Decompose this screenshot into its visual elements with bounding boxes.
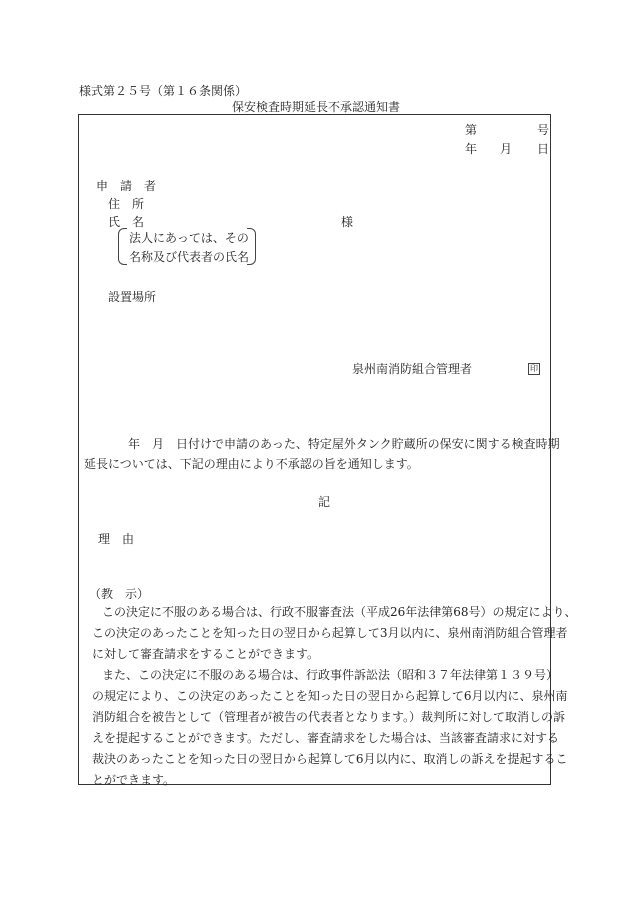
instruction-p1-line1: この決定に不服のある場合は、行政不服審査法（平成26年法律第68号）の規定により、 <box>102 605 577 619</box>
instruction-p2-line2: の規定により、この決定のあったことを知った日の翌日から起算して6月以内に、泉州南 <box>92 689 568 703</box>
instruction-p2-line1: また、この決定に不服のある場合は、行政事件訴訟法（昭和３７年法律第１３９号） <box>102 668 559 682</box>
date-day: 日 <box>537 142 550 156</box>
instruction-p2-line6: とができます。 <box>92 773 176 787</box>
issuer-name: 泉州南消防組合管理者 <box>352 362 473 376</box>
instruction-heading: （教 示） <box>89 587 150 601</box>
form-number: 様式第２５号（第１６条関係） <box>79 84 248 98</box>
body-line-1: 年 月 日付けで申請のあった、特定屋外タンク貯蔵所の保安に関する検査時期 <box>128 437 560 451</box>
ki-heading: 記 <box>318 495 331 509</box>
reason-label: 理 由 <box>98 532 135 546</box>
address-label: 住 所 <box>108 197 145 211</box>
body-line-2: 延長については、下記の理由により不承認の旨を通知します。 <box>84 457 419 471</box>
instruction-p1-line3: に対して審査請求をすることができます。 <box>92 647 320 661</box>
instruction-p2-line3: 消防組合を被告として（管理者が被告の代表者となります。）裁判所に対して取消しの訴 <box>92 710 566 724</box>
date-month: 月 <box>500 142 513 156</box>
corp-note-bracket-right <box>247 228 256 265</box>
instruction-p2-line5: 裁決のあったことを知った日の翌日から起算して6月以内に、取消しの訴えを提起するこ <box>92 752 568 766</box>
corp-note-bracket-left <box>118 228 127 265</box>
applicant-heading: 申 請 者 <box>96 179 157 193</box>
instruction-paragraph-1 <box>84 602 577 665</box>
location-label: 設置場所 <box>108 290 157 304</box>
document-title: 保安検査時期延長不承認通知書 <box>232 100 401 114</box>
doc-number-go: 号 <box>537 123 550 137</box>
honorific: 様 <box>341 215 354 229</box>
seal-mark: 印 <box>530 364 538 373</box>
instruction-paragraph-2 <box>84 665 568 791</box>
corp-note-line1: 法人にあっては、その <box>129 231 249 245</box>
corp-note-line2: 名称及び代表者の氏名 <box>129 250 250 264</box>
instruction-p2-line4: えを提起することができます。ただし、審査請求をした場合は、当該審査請求に対する <box>92 731 560 745</box>
name-label: 氏 名 <box>108 215 145 229</box>
doc-number-dai: 第 <box>465 123 478 137</box>
date-year: 年 <box>465 142 478 156</box>
instruction-p1-line2: この決定のあったことを知った日の翌日から起算して3月以内に、泉州南消防組合管理者 <box>92 626 568 640</box>
